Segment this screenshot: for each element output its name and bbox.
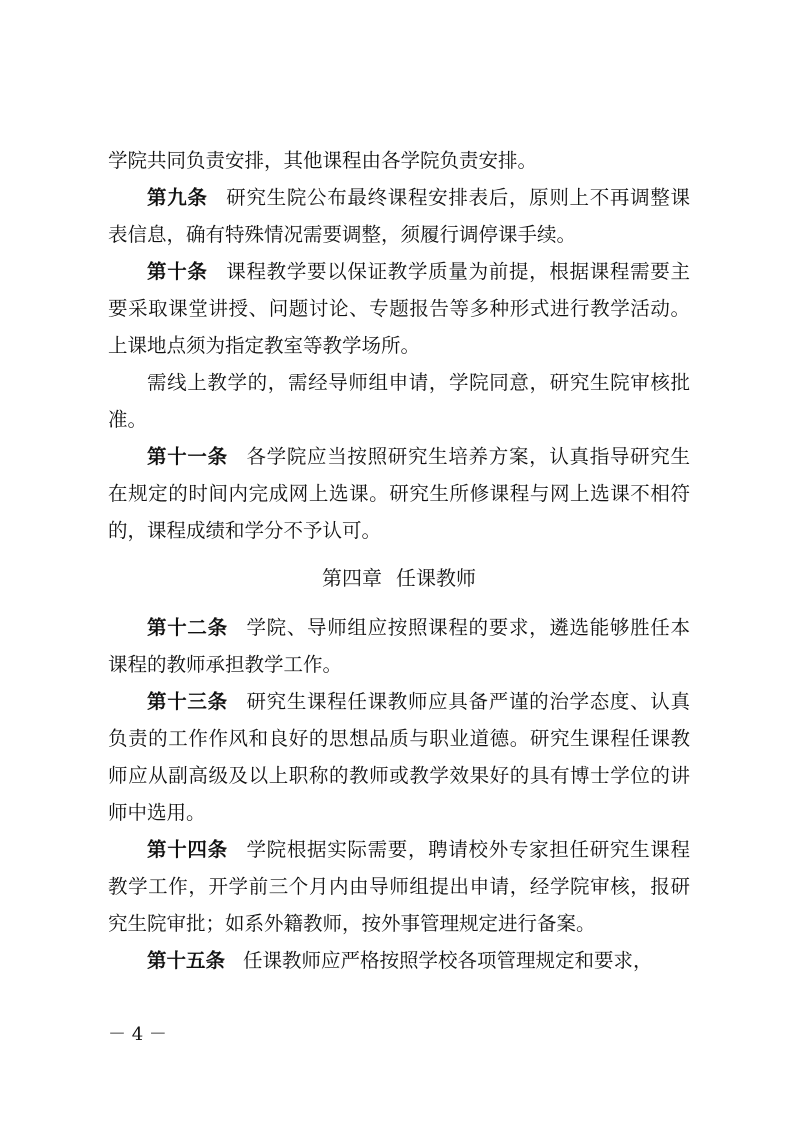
body-text [108,142,690,979]
article-15 [108,942,690,979]
article-text: 研究生院公布最终课程安排表后，原则上不再调整课表信息，确有特殊情况需要调整，须履行调停课手续。 [108,186,690,246]
article-label: 第十五条 [147,949,226,972]
paragraph-text: 需线上教学的，需经导师组申请，学院同意，研究生院审核批准。 [108,371,690,431]
page-number: － 4 － [108,1024,167,1045]
article-label: 第九条 [147,186,208,209]
article-label: 第十三条 [147,690,228,713]
article-label: 第十四条 [147,838,228,861]
article-9 [108,179,690,253]
article-label: 第十条 [147,260,208,283]
article-text: 学院根据实际需要，聘请校外专家担任研究生课程教学工作，开学前三个月内由导师组提出申请，经学院审核，报研究生院审批；如系外籍教师，按外事管理规定进行备案。 [108,838,690,935]
article-text: 各学院应当按照研究生培养方案，认真指导研究生在规定的时间内完成网上选课。研究生所修课程与网上选课不相符的，课程成绩和学分不予认可。 [108,445,690,542]
article-14 [108,831,690,942]
article-label: 第十二条 [147,616,228,639]
article-11 [108,438,690,549]
chapter-title: 任课教师 [396,566,476,590]
paragraph [108,364,690,438]
article-label: 第十一条 [147,445,228,468]
article-text: 任课教师应严格按照学校各项管理规定和要求， [243,949,653,972]
article-10 [108,253,690,364]
paragraph-text: 学院共同负责安排，其他课程由各学院负责安排。 [108,149,538,172]
article-text: 研究生课程任课教师应具备严谨的治学态度、认真负责的工作作风和良好的思想品质与职业道德。研究生课程任课教师应从副高级及以上职称的教师或教学效果好的具有博士学位的讲师中选用。 [108,690,690,824]
article-text: 课程教学要以保证教学质量为前提，根据课程需要主要采取课堂讲授、问题讨论、专题报告等多种形式进行教学活动。上课地点须为指定教室等教学场所。 [108,260,690,357]
chapter-label: 第四章 [322,566,382,590]
article-13 [108,683,690,831]
article-12 [108,609,690,683]
article-text: 学院、导师组应按照课程的要求，遴选能够胜任本课程的教师承担教学工作。 [108,616,690,676]
chapter-heading [108,560,690,597]
paragraph [108,142,690,179]
